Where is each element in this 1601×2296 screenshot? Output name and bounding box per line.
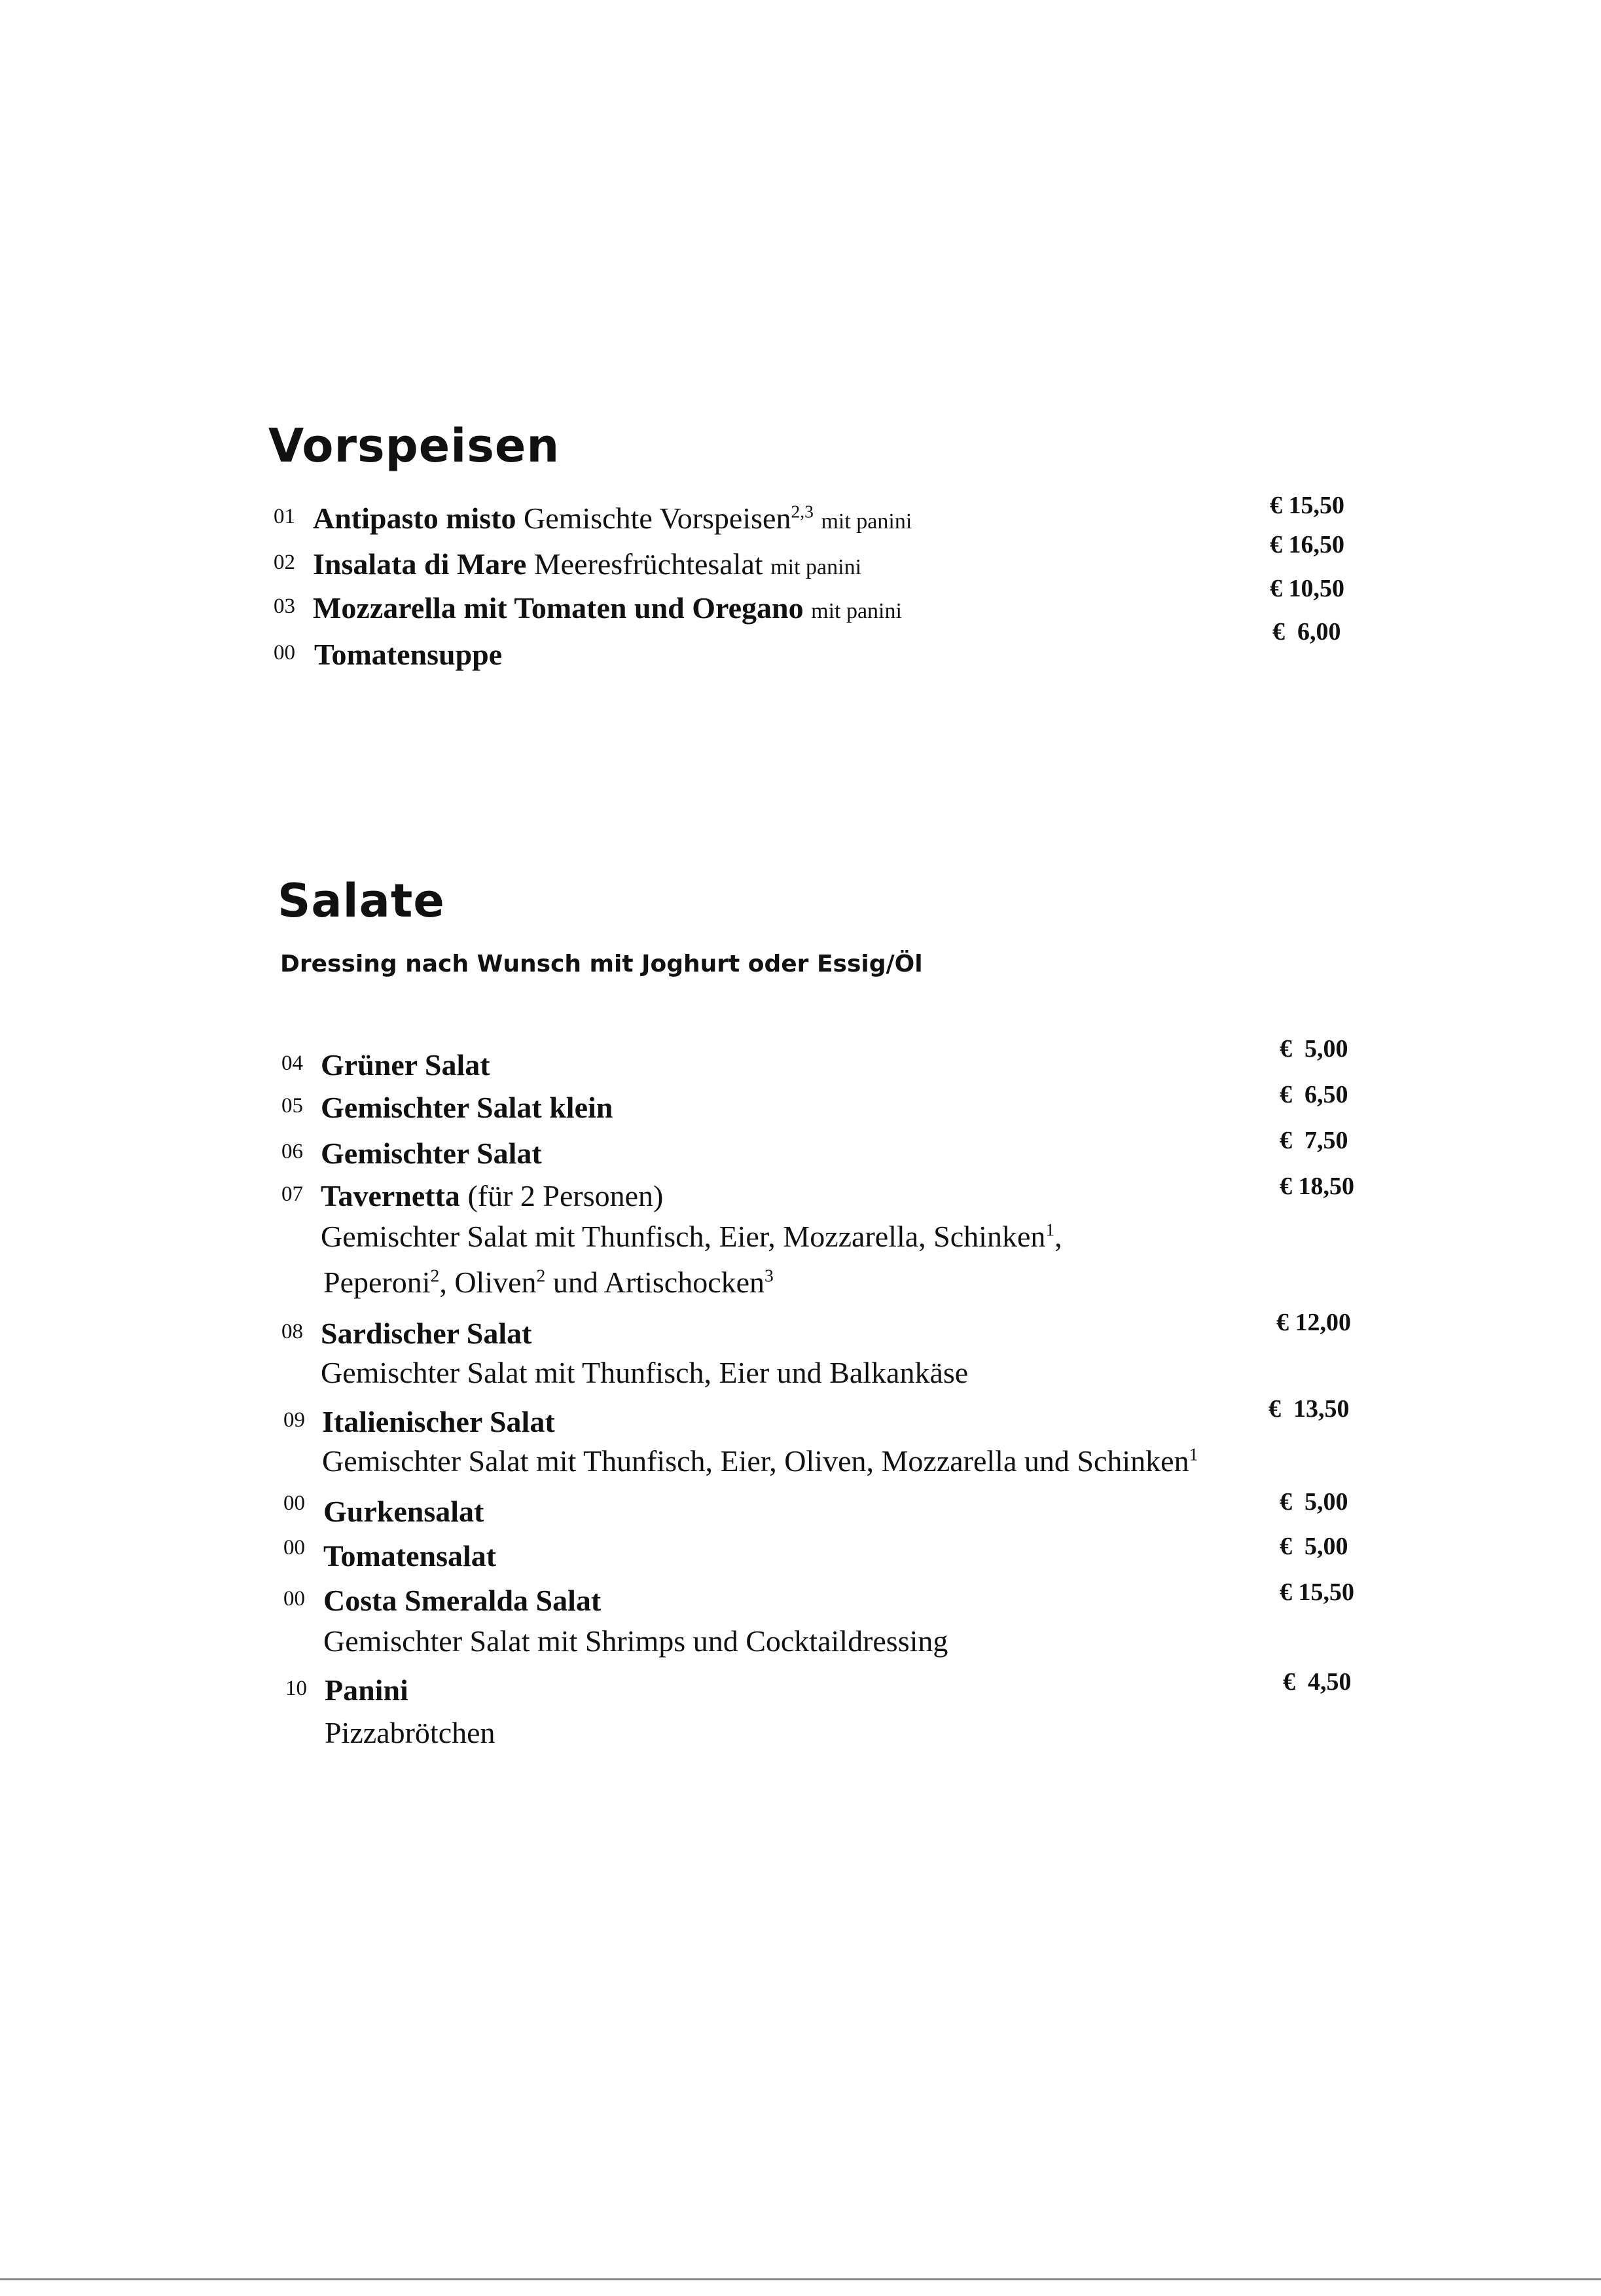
item-price: € 15,50 <box>1270 492 1344 519</box>
item-price: € 6,50 <box>1280 1081 1348 1108</box>
item-price: € 5,00 <box>1280 1488 1348 1516</box>
item-description: Gemischter Salat mit Thunfisch, Eier, Mozzarella, Schinken$^1$, <box>321 1219 1062 1253</box>
item-name: Gemischter Salat <box>321 1137 542 1170</box>
item-price: € 7,50 <box>1280 1127 1348 1154</box>
item-price: € 15,50 <box>1280 1578 1354 1606</box>
item-number: 01 <box>274 505 295 528</box>
menu-item <box>0 575 1601 630</box>
menu-item <box>0 492 1601 540</box>
section-title-salate: Salate <box>278 874 445 928</box>
item-name: Costa Smeralda Salat <box>323 1584 602 1617</box>
menu-item <box>0 1081 1601 1129</box>
item-number: 00 <box>283 1587 305 1611</box>
menu-item <box>0 1668 1601 1712</box>
item-description: Gemischter Salat mit Shrimps und Cocktaildressing <box>323 1624 948 1658</box>
menu-item <box>0 1309 1601 1355</box>
item-name: Italienischer Salat <box>322 1405 555 1438</box>
item-price: € 18,50 <box>1280 1173 1354 1200</box>
item-number: 10 <box>285 1677 307 1700</box>
item-price: € 5,00 <box>1280 1533 1348 1560</box>
item-number: 05 <box>281 1094 303 1118</box>
item-price: € 4,50 <box>1283 1668 1352 1696</box>
item-name: Mozzarella mit Tomaten und Oregano mit panini <box>313 591 902 625</box>
item-name: Gemischter Salat klein <box>321 1091 613 1124</box>
menu-item <box>0 1488 1601 1533</box>
menu-item <box>0 618 1601 676</box>
menu-item <box>0 1578 1601 1622</box>
item-number: 00 <box>283 1491 305 1515</box>
item-name: Tomatensalat <box>323 1539 497 1573</box>
item-number: 00 <box>274 641 295 665</box>
item-name: Insalata di Mare Meeresfrüchtesalat mit panini <box>313 547 862 581</box>
item-name: Tomatensuppe <box>314 638 503 671</box>
item-description: Pizzabrötchen <box>325 1716 495 1749</box>
item-description: Gemischter Salat mit Thunfisch, Eier und Balkankäse <box>321 1356 969 1389</box>
menu-item <box>0 1127 1601 1175</box>
item-number: 08 <box>281 1320 303 1343</box>
menu-item <box>0 1395 1601 1444</box>
item-number: 09 <box>283 1408 305 1432</box>
item-price: € 10,50 <box>1270 575 1344 602</box>
item-description: Gemischter Salat mit Thunfisch, Eier, Oliven, Mozzarella und Schinken$^1$ <box>322 1444 1198 1478</box>
menu-item <box>0 1173 1601 1218</box>
item-number: 00 <box>283 1536 305 1559</box>
item-number: 06 <box>281 1140 303 1163</box>
menu-item <box>0 531 1601 586</box>
menu-item <box>0 1035 1601 1087</box>
section-subtitle: Dressing nach Wunsch mit Joghurt oder Essig/Öl <box>280 951 923 977</box>
item-price: € 12,00 <box>1276 1309 1351 1336</box>
item-price: € 5,00 <box>1280 1035 1348 1063</box>
bottom-rule <box>0 2278 1601 2280</box>
item-name: Gurkensalat <box>323 1495 484 1528</box>
section-title-vorspeisen: Vorspeisen <box>268 419 560 473</box>
item-number: 07 <box>281 1182 303 1206</box>
item-name: Sardischer Salat <box>321 1317 532 1350</box>
item-price: € 6,00 <box>1272 618 1341 646</box>
item-name: Tavernetta (für 2 Personen) <box>321 1179 664 1212</box>
item-name: Panini <box>325 1673 408 1707</box>
item-price: € 13,50 <box>1268 1395 1350 1423</box>
item-number: 04 <box>281 1051 303 1075</box>
menu-item <box>0 1533 1601 1578</box>
item-number: 02 <box>274 551 295 574</box>
item-description: Peperoni$^2$, Oliven$^2$ und Artischocken$^3$ <box>323 1265 774 1299</box>
item-price: € 16,50 <box>1270 531 1344 558</box>
item-name: Grüner Salat <box>321 1048 490 1082</box>
item-number: 03 <box>274 594 295 618</box>
item-name: Antipasto misto Gemischte Vorspeisen$^{2,3}$ mit panini <box>313 501 912 535</box>
